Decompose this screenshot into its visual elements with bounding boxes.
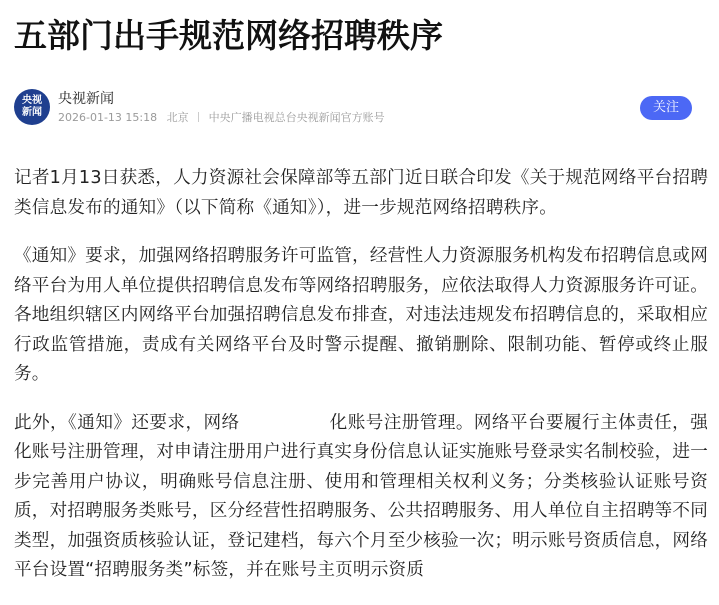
article-paragraph: 此外，《通知》还要求，网络 化账号注册管理。网络平台要履行主体责任，强化账号注册管理，对申请注册用户进行真实身份信息认证实施账号登录实名制校验，进一步完善用户协议，明确账号信息注册、使用和管理相关权利义务；分类核验认证账号资质，对招聘服务类账号，区分经营性招聘服务、公共招聘服务、用人单位自主招聘等不同类型，加强资质核验认证，登记建档，每六个月至少核验一次；明示账号资质信息，网络平台设置“招聘服务类”标签，并在账号主页明示资质	[14, 412, 708, 580]
article-body	[14, 164, 708, 605]
follow-button[interactable]: 关注	[640, 96, 692, 120]
publish-datetime: 2026-01-13 15:18	[58, 111, 158, 124]
source-account: 中央广播电视总台央视新闻官方账号	[208, 111, 385, 124]
meta-divider	[198, 112, 199, 122]
article-paragraph: 记者1月13日获悉，人力资源社会保障部等五部门近日联合印发《关于规范网络平台招聘类信息发布的通知》（以下简称《通知》），进一步规范网络招聘秩序。	[14, 168, 708, 218]
article-title: 五部门出手规范网络招聘秩序	[14, 16, 443, 55]
article-paragraph: 《通知》要求，加强网络招聘服务许可监管，经营性人力资源服务机构发布招聘信息或网络平台为用人单位提供招聘信息发布等网络招聘服务，应依法取得人力资源服务许可证。各地组织辖区内网络平台加强招聘信息发布排查，对违法违规发布招聘信息的，采取相应行政监管措施，责成有关网络平台及时警示提醒、撤销删除、限制功能、暂停或终止服务。	[14, 246, 708, 384]
publish-location: 北京	[166, 111, 189, 124]
source-meta	[58, 111, 391, 125]
source-name[interactable]: 央视新闻	[58, 91, 114, 107]
source-byline	[14, 89, 704, 129]
source-avatar[interactable]: 央视新闻	[14, 89, 50, 125]
